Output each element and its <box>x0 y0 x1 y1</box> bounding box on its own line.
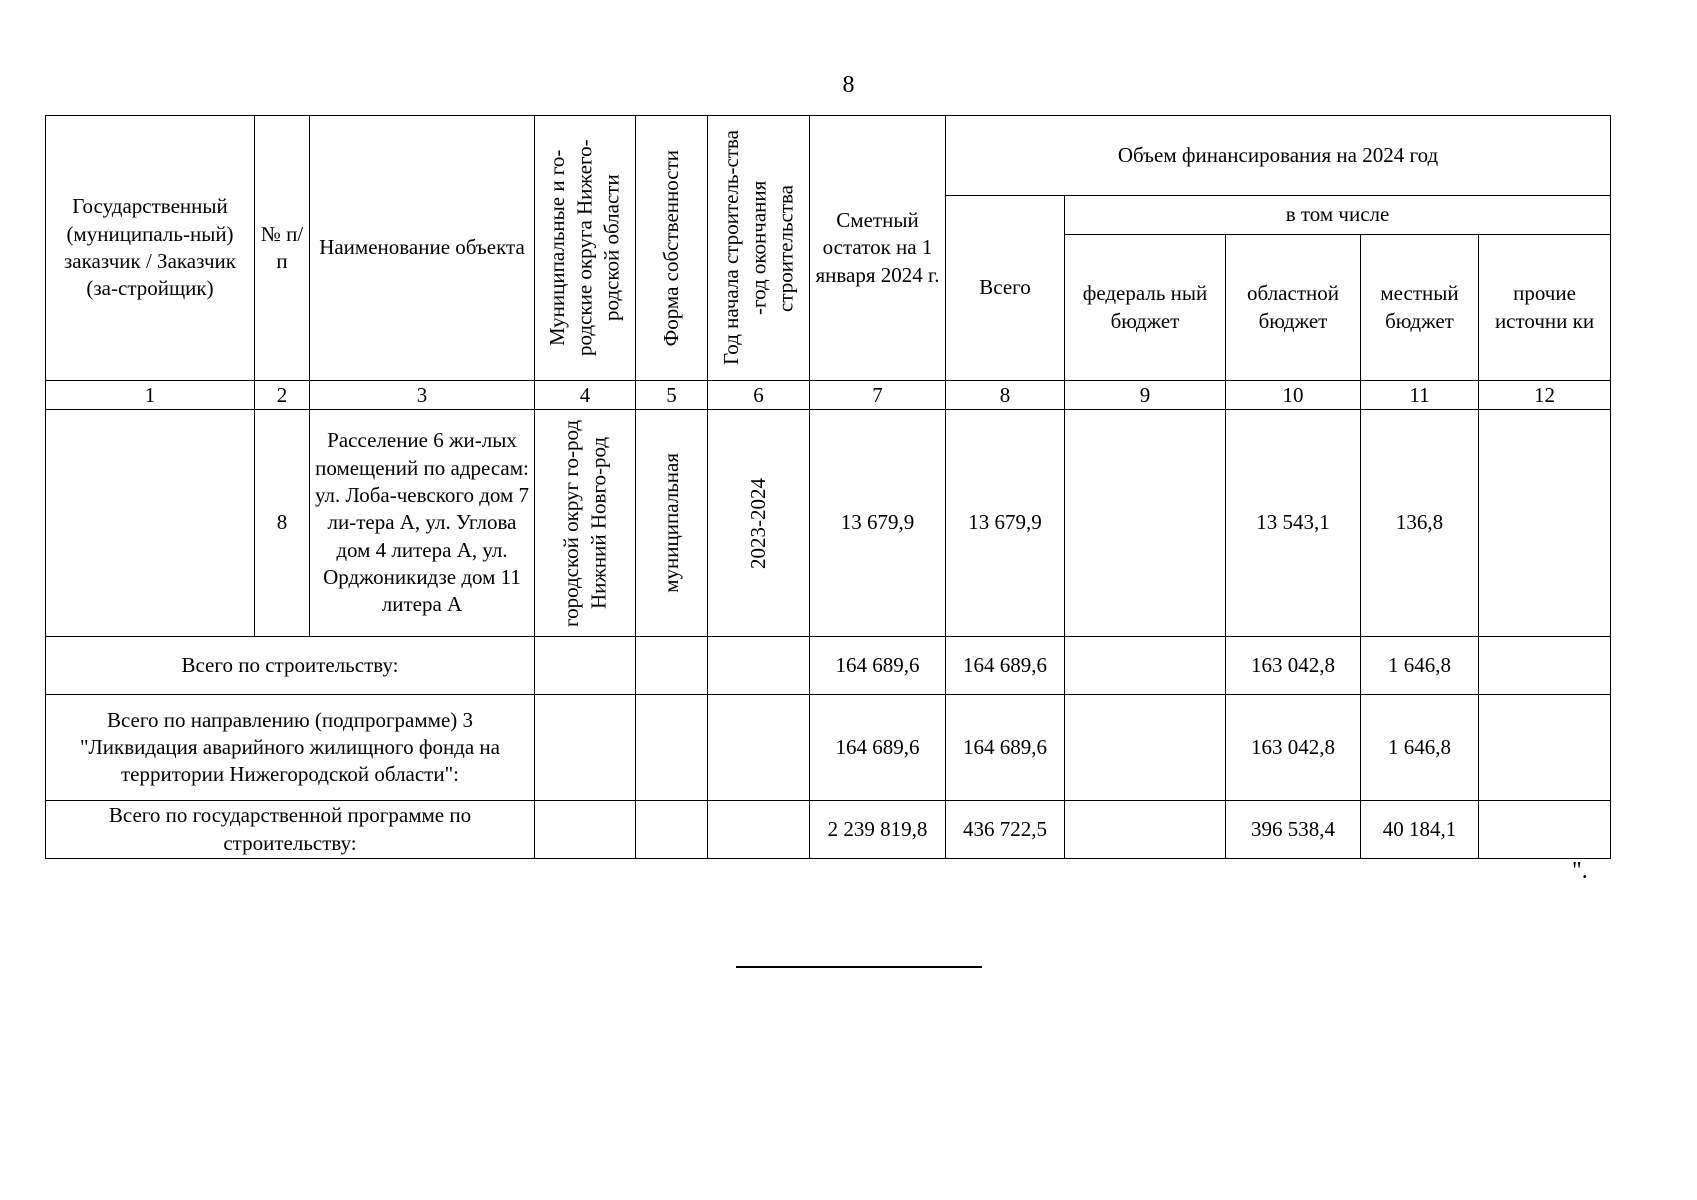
empty-cell <box>708 695 810 801</box>
column-number: 5 <box>636 381 708 410</box>
header-local: местный бюджет <box>1361 235 1479 381</box>
header-customer: Государственный (муниципаль-ный) заказчик / Заказчик (за-стройщик) <box>46 116 255 381</box>
object-name: Расселение 6 жи-лых помещений по адресам: ул. Лоба-чевского дом 7 ли-тера А, ул. Углова дом 4 литера А, ул. Орджоникидзе дом 11 литера А <box>310 410 535 637</box>
table-row <box>46 410 1611 637</box>
header-including: в том числе <box>1065 196 1611 235</box>
column-number: 11 <box>1361 381 1479 410</box>
column-number: 1 <box>46 381 255 410</box>
total-regional: 163 042,8 <box>1226 637 1361 695</box>
empty-cell <box>636 695 708 801</box>
empty-cell <box>636 637 708 695</box>
total-other <box>1479 801 1611 859</box>
total-sum: 164 689,6 <box>946 695 1065 801</box>
object-federal <box>1065 410 1226 637</box>
total-other <box>1479 695 1611 801</box>
page-number: 8 <box>842 72 855 98</box>
total-label: Всего по направлению (подпрограмме) 3 "Ликвидация аварийного жилищного фонда на территории Нижегородской области": <box>46 695 535 801</box>
object-total: 13 679,9 <box>946 410 1065 637</box>
column-number: 12 <box>1479 381 1611 410</box>
total-label: Всего по государственной программе по строительству: <box>46 801 535 859</box>
column-number: 6 <box>708 381 810 410</box>
header-years: Год начала строитель-ства -год окончания строительства <box>708 116 810 381</box>
empty-cell <box>535 801 636 859</box>
header-federal: федераль ный бюджет <box>1065 235 1226 381</box>
header-estimate: Сметный остаток на 1 января 2024 г. <box>810 116 946 381</box>
column-number-row <box>46 381 1611 410</box>
total-federal <box>1065 801 1226 859</box>
header-regional: областной бюджет <box>1226 235 1361 381</box>
object-customer <box>46 410 255 637</box>
total-federal <box>1065 695 1226 801</box>
total-local: 1 646,8 <box>1361 695 1479 801</box>
empty-cell <box>708 801 810 859</box>
header-row-1 <box>46 116 1611 196</box>
header-row-no: № п/п <box>255 116 310 381</box>
column-number: 10 <box>1226 381 1361 410</box>
object-no: 8 <box>255 410 310 637</box>
total-federal <box>1065 637 1226 695</box>
column-number: 8 <box>946 381 1065 410</box>
object-other <box>1479 410 1611 637</box>
total-estimate: 164 689,6 <box>810 695 946 801</box>
object-municipality: городской округ го-род Нижний Новго-род <box>535 410 636 637</box>
total-sum: 164 689,6 <box>946 637 1065 695</box>
header-financing: Объем финансирования на 2024 год <box>946 116 1611 196</box>
total-row-construction <box>46 637 1611 695</box>
total-regional: 396 538,4 <box>1226 801 1361 859</box>
header-ownership: Форма собственности <box>636 116 708 381</box>
empty-cell <box>708 637 810 695</box>
column-number: 4 <box>535 381 636 410</box>
total-sum: 436 722,5 <box>946 801 1065 859</box>
object-regional: 13 543,1 <box>1226 410 1361 637</box>
total-local: 40 184,1 <box>1361 801 1479 859</box>
total-estimate: 2 239 819,8 <box>810 801 946 859</box>
object-estimate: 13 679,9 <box>810 410 946 637</box>
column-number: 9 <box>1065 381 1226 410</box>
column-number: 7 <box>810 381 946 410</box>
total-other <box>1479 637 1611 695</box>
total-row-subprogram <box>46 695 1611 801</box>
object-years: 2023-2024 <box>708 410 810 637</box>
total-regional: 163 042,8 <box>1226 695 1361 801</box>
total-label: Всего по строительству: <box>46 637 535 695</box>
object-ownership: муниципальная <box>636 410 708 637</box>
total-estimate: 164 689,6 <box>810 637 946 695</box>
column-number: 3 <box>310 381 535 410</box>
object-local: 136,8 <box>1361 410 1479 637</box>
empty-cell <box>636 801 708 859</box>
empty-cell <box>535 637 636 695</box>
empty-cell <box>535 695 636 801</box>
closing-quote: ". <box>1572 858 1588 884</box>
header-other: прочие источни ки <box>1479 235 1611 381</box>
header-object-name: Наименование объекта <box>310 116 535 381</box>
total-local: 1 646,8 <box>1361 637 1479 695</box>
financing-table <box>45 115 1611 859</box>
column-number: 2 <box>255 381 310 410</box>
end-rule <box>736 966 982 968</box>
header-total: Всего <box>946 196 1065 381</box>
header-municipality: Муниципальные и го-родские округа Нижего-родской области <box>535 116 636 381</box>
total-row-program <box>46 801 1611 859</box>
